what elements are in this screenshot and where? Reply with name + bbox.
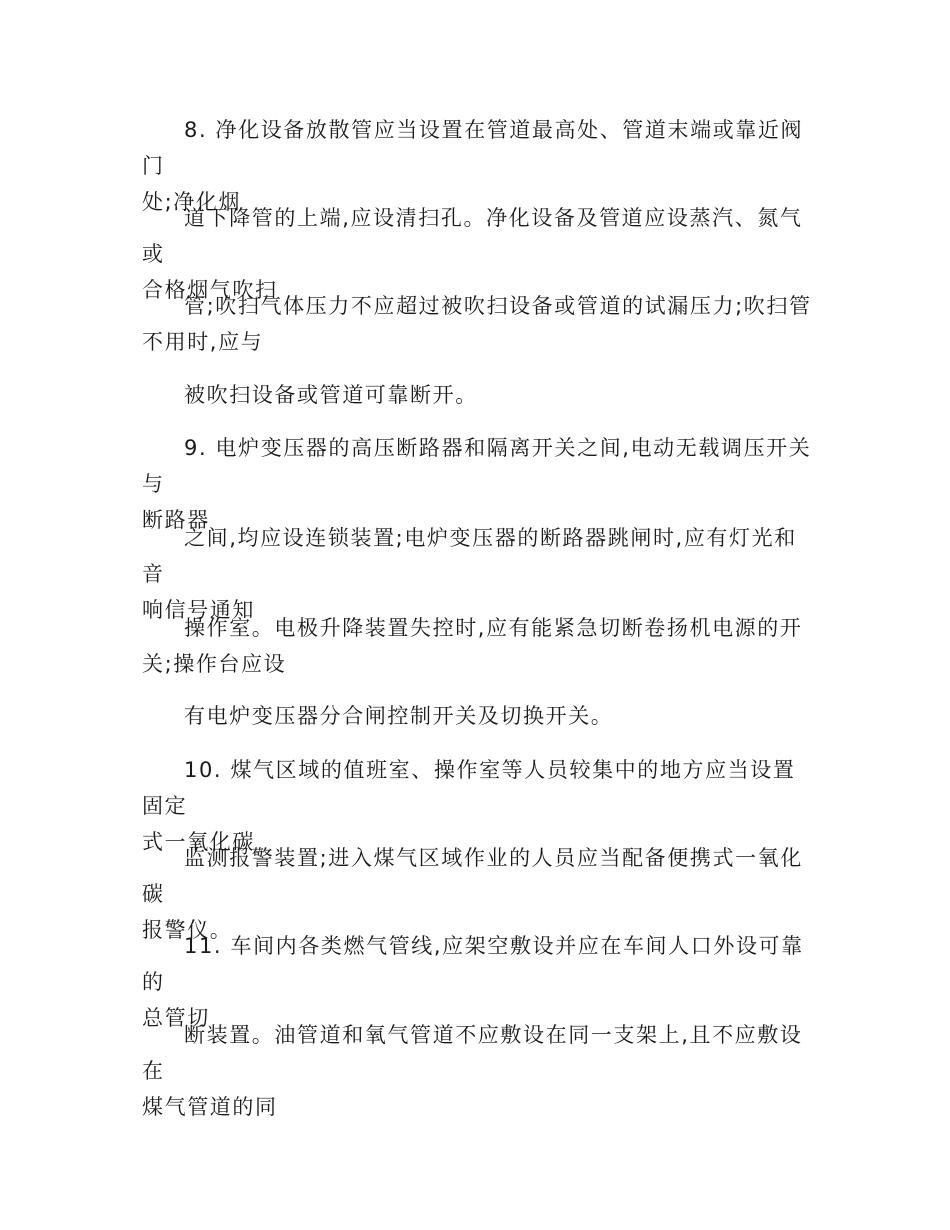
paragraph-item-9-line1: 9. 电炉变压器的高压断路器和隔离开关之间,电动无载调压开关与 断路器 [142, 436, 812, 532]
paragraph-item-9-line2: 之间,均应设连锁装置;电炉变压器的断路器跳闸时,应有灯光和音 响信号通知 [142, 526, 797, 622]
paragraph-item-10-line2: 监测报警装置;进入煤气区域作业的人员应当配备便携式一氧化碳 报警仪。 [142, 846, 803, 942]
paragraph-item-8-line2: 道下降管的上端,应设清扫孔。净化设备及管道应设蒸汽、氮气或 合格烟气吹扫 [142, 206, 803, 302]
paragraph-item-11-line1: 11. 车间内各类燃气管线,应架空敷设并应在车间人口外设可靠的 总管切 [142, 934, 804, 1030]
paragraph-item-9-line4: 有电炉变压器分合闸控制开关及切换开关。 [184, 704, 614, 728]
paragraph-item-11-line2: 断装置。油管道和氧气管道不应敷设在同一支架上,且不应敷设在 煤气管道的同 [142, 1023, 803, 1119]
paragraph-item-8-line1: 8. 净化设备放散管应当设置在管道最高处、管道末端或靠近阀门 处;净化烟 [142, 118, 804, 214]
paragraph-item-10-line1: 10. 煤气区域的值班室、操作室等人员较集中的地方应当设置固定 式一氧化碳 [142, 758, 796, 854]
paragraph-item-9-line3: 操作室。电极升降装置失控时,应有能紧急切断卷扬机电源的开 关;操作台应设 [142, 616, 803, 676]
paragraph-item-8-line4: 被吹扫设备或管道可靠断开。 [184, 383, 478, 407]
paragraph-item-8-line3: 管;吹扫气体压力不应超过被吹扫设备或管道的试漏压力;吹扫管 不用时,应与 [142, 294, 812, 354]
